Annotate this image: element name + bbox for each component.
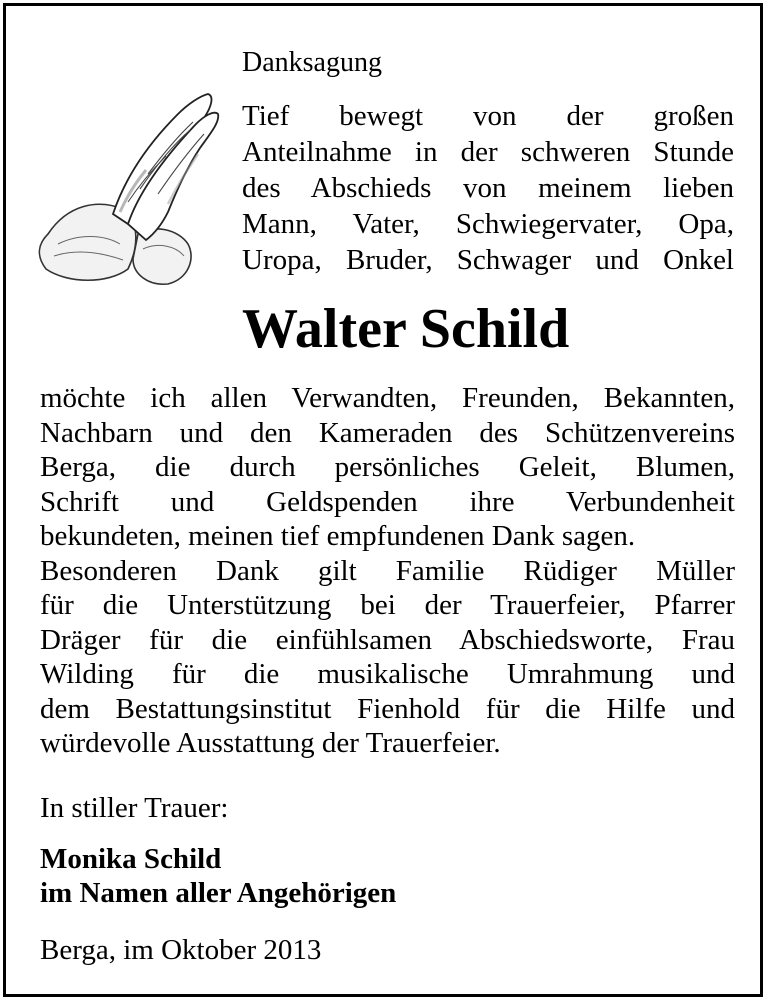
body-line: Wilding für die musikalische Umrahmung und	[40, 658, 735, 690]
intro-line: Anteilnahme in der schweren Stunde	[242, 136, 734, 168]
intro-line: des Abschieds von meinem lieben	[242, 172, 734, 204]
body-line: würdevolle Ausstattung der Trauerfeier.	[40, 727, 501, 759]
notice-heading: Danksagung	[242, 47, 382, 78]
closing-lead: In stiller Trauer:	[40, 792, 229, 824]
signer-name: Monika Schild	[40, 843, 222, 875]
signer-subtitle: im Namen aller Angehörigen	[40, 877, 397, 909]
body-line: Schrift und Geldspenden ihre Verbundenheit	[40, 485, 735, 518]
body-line: bekundeten, meinen tief empfundenen Dank sagen.	[40, 520, 636, 552]
signer-block	[40, 842, 396, 910]
body-line: Nachbarn und den Kameraden des Schützenvereins	[40, 416, 735, 449]
place-date: Berga, im Oktober 2013	[40, 934, 322, 966]
body-line: Besonderen Dank gilt Familie Rüdiger Müller	[40, 554, 735, 587]
body-line: dem Bestattungsinstitut Fienhold für die Hilfe und	[40, 692, 735, 725]
thanks-paragraph	[40, 381, 735, 761]
body-line: Dräger für die einfühlsamen Abschiedsworte, Frau	[40, 623, 735, 656]
intro-line: Uropa, Bruder, Schwager und Onkel	[242, 244, 734, 276]
obituary-notice-frame	[3, 3, 763, 997]
body-line: für die Unterstützung bei der Trauerfeier, Pfarrer	[40, 589, 735, 621]
intro-paragraph	[242, 98, 734, 278]
intro-line: Tief bewegt von der großen	[242, 100, 734, 132]
intro-line: Mann, Vater, Schwiegervater, Opa,	[242, 208, 734, 240]
body-line: möchte ich allen Verwandten, Freunden, Bekannten,	[40, 382, 735, 414]
body-line: Berga, die durch persönliches Geleit, Blumen,	[40, 451, 735, 483]
praying-hands-icon	[28, 84, 228, 292]
deceased-name: Walter Schild	[242, 298, 570, 360]
